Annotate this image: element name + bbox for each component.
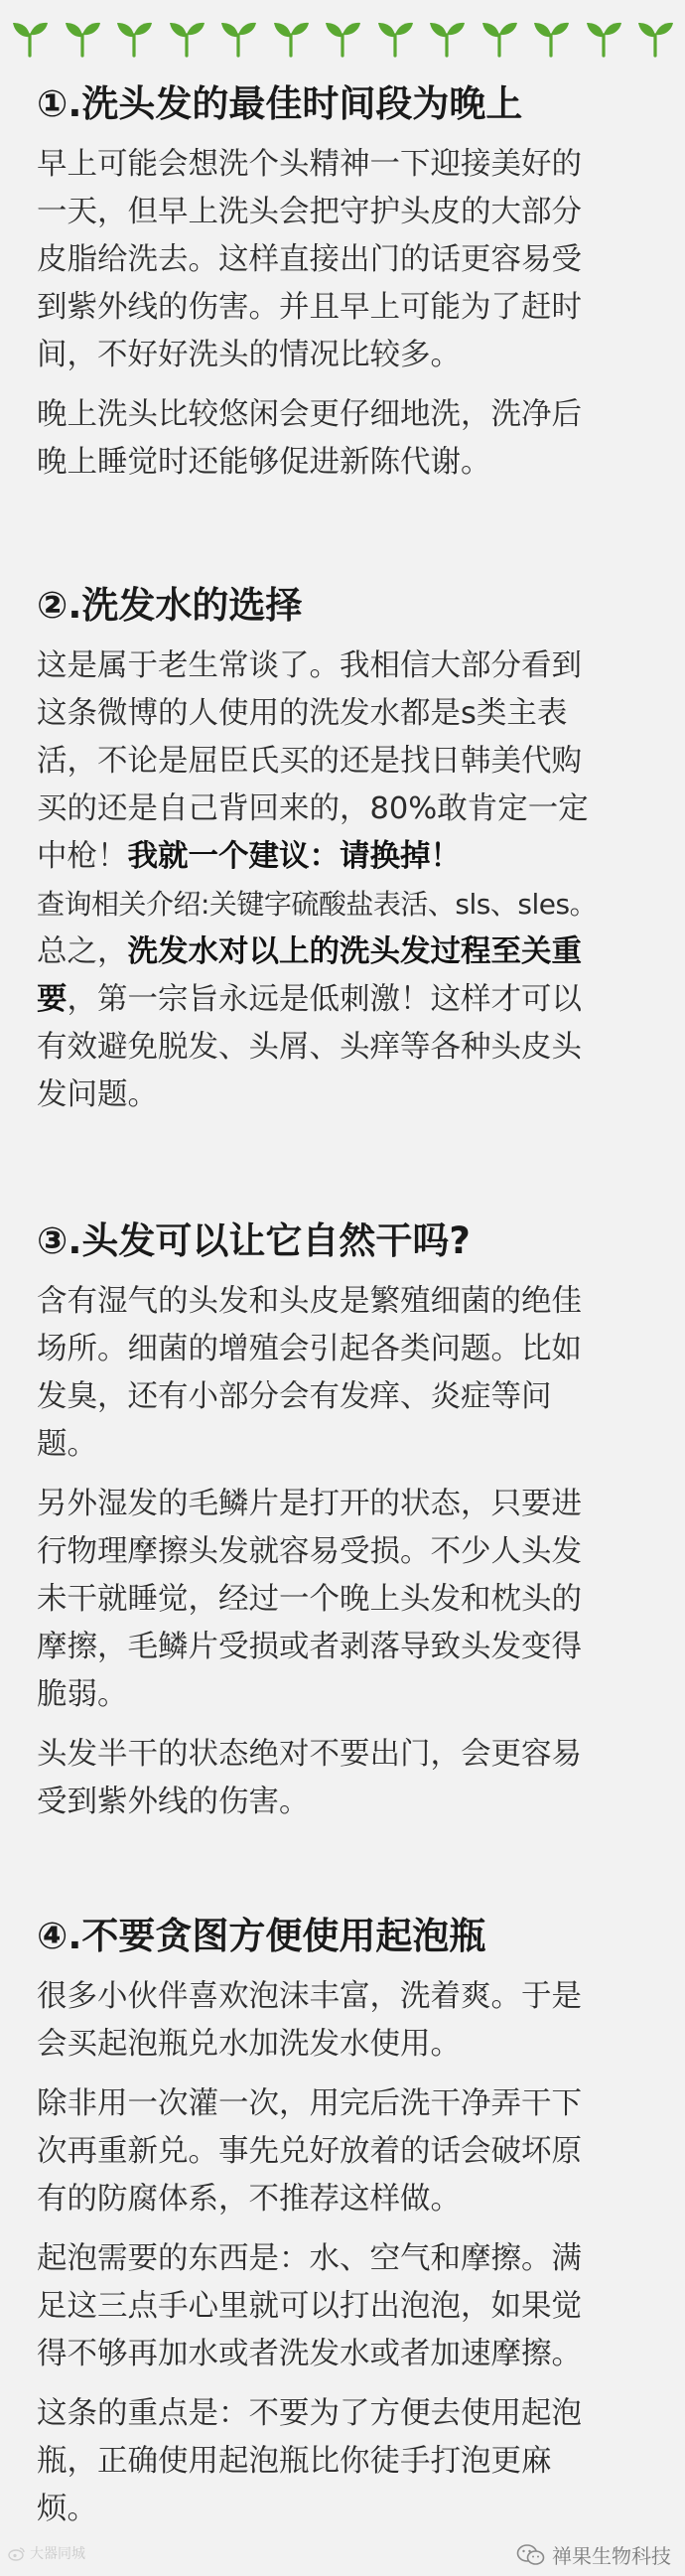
text-line: 脆弱。 bbox=[37, 1677, 128, 1712]
sprout-icon bbox=[427, 18, 467, 58]
section-3 bbox=[37, 1216, 657, 1838]
text-line: 场所。细菌的增殖会引起各类问题。比如 bbox=[37, 1332, 582, 1366]
text-line: 行物理摩擦头发就容易受损。不少人头发 bbox=[37, 1534, 582, 1569]
text-line: 晚上睡觉时还能够促进新陈代谢。 bbox=[37, 445, 491, 480]
emphasis-text: 要 bbox=[37, 982, 68, 1017]
text-fragment: 中枪！ bbox=[37, 839, 128, 874]
section-4 bbox=[37, 1912, 657, 2545]
text-line: 晚上洗头比较悠闲会更仔细地洗，洗净后 bbox=[37, 397, 582, 432]
wechat-icon bbox=[516, 2543, 546, 2567]
paragraph bbox=[37, 881, 657, 1119]
section-heading: ②.洗发水的选择 bbox=[37, 584, 303, 627]
text-line: 这条微博的人使用的洗发水都是s类主表 bbox=[37, 696, 568, 731]
section-2 bbox=[37, 581, 657, 1131]
text-line: 有的防腐体系，不推荐这样做。 bbox=[37, 2182, 461, 2217]
source-watermark bbox=[8, 2543, 85, 2563]
sprout-icon bbox=[531, 18, 571, 58]
text-line: 皮脂给洗去。这样直接出门的话更容易受 bbox=[37, 242, 582, 277]
sprout-icon bbox=[218, 18, 258, 58]
text-line bbox=[37, 833, 657, 881]
sprout-icon bbox=[480, 18, 519, 58]
text-line: 活，不论是屈臣氏买的还是找日韩美代购 bbox=[37, 744, 582, 779]
text-line bbox=[37, 929, 657, 976]
text-line: 题。 bbox=[37, 1427, 97, 1462]
text-line: 这是属于老生常谈了。我相信大部分看到 bbox=[37, 648, 582, 683]
text-line: 次再重新兑。事先兑好放着的话会破坏原 bbox=[37, 2134, 582, 2169]
text-line: 未干就睡觉，经过一个晚上头发和枕头的 bbox=[37, 1582, 582, 1617]
sprout-icon bbox=[323, 18, 362, 58]
text-line: 含有湿气的头发和头皮是繁殖细菌的绝佳 bbox=[37, 1284, 582, 1319]
account-watermark-text: 禅果生物科技 bbox=[552, 2544, 671, 2568]
text-line: 除非用一次灌一次，用完后洗干净弄干下 bbox=[37, 2086, 582, 2121]
text-line: 烦。 bbox=[37, 2492, 97, 2526]
paragraph bbox=[37, 391, 657, 487]
section-1 bbox=[37, 79, 657, 499]
section-heading: ①.洗头发的最佳时间段为晚上 bbox=[37, 82, 523, 125]
paragraph bbox=[37, 2080, 657, 2223]
paragraph bbox=[37, 1481, 657, 1719]
sprout-icon bbox=[375, 18, 415, 58]
paragraph bbox=[37, 1278, 657, 1469]
sprout-divider bbox=[10, 18, 675, 58]
section-heading: ④.不要贪图方便使用起泡瓶 bbox=[37, 1915, 486, 1957]
paragraph bbox=[37, 141, 657, 379]
sprout-icon bbox=[271, 18, 311, 58]
text-line: 头发半干的状态绝对不要出门，会更容易 bbox=[37, 1737, 582, 1772]
text-line: 发臭，还有小部分会有发痒、炎症等问 bbox=[37, 1379, 552, 1414]
emphasis-text: 我就一个建议：请换掉！ bbox=[127, 839, 461, 874]
text-line: 早上可能会想洗个头精神一下迎接美好的 bbox=[37, 147, 582, 182]
text-line: 得不够再加水或者洗发水或者加速摩擦。 bbox=[37, 2337, 582, 2371]
weibo-icon bbox=[8, 2546, 26, 2561]
paragraph bbox=[37, 1731, 657, 1826]
text-line: 查询相关介绍:关键字硫酸盐表活、sls、sles。 bbox=[37, 888, 598, 921]
emphasis-text: 洗发水对以上的洗头发过程至关重 bbox=[127, 934, 582, 969]
paragraph bbox=[37, 2235, 657, 2378]
paragraph bbox=[37, 1973, 657, 2069]
text-line: 另外湿发的毛鳞片是打开的状态，只要进 bbox=[37, 1487, 582, 1521]
section-heading: ③.头发可以让它自然干吗? bbox=[37, 1219, 471, 1262]
text-line: 有效避免脱发、头屑、头痒等各种头皮头 bbox=[37, 1030, 582, 1065]
text-line: 这条的重点是：不要为了方便去使用起泡 bbox=[37, 2396, 582, 2431]
text-line: 买的还是自己背回来的，80%敢肯定一定 bbox=[37, 791, 589, 826]
text-fragment: ，第一宗旨永远是低刺激！这样才可以 bbox=[67, 982, 582, 1017]
text-line: 到紫外线的伤害。并且早上可能为了赶时 bbox=[37, 290, 582, 325]
sprout-icon bbox=[63, 18, 102, 58]
text-line: 瓶，正确使用起泡瓶比你徒手打泡更麻 bbox=[37, 2444, 552, 2479]
text-line: 很多小伙伴喜欢泡沫丰富，洗着爽。于是 bbox=[37, 1979, 582, 2014]
account-watermark bbox=[516, 2540, 671, 2569]
sprout-icon bbox=[167, 18, 206, 58]
sprout-icon bbox=[635, 18, 675, 58]
text-line: 受到紫外线的伤害。 bbox=[37, 1785, 310, 1819]
paragraph bbox=[37, 2390, 657, 2533]
paragraph bbox=[37, 643, 657, 881]
text-line: 摩擦，毛鳞片受损或者剥落导致头发变得 bbox=[37, 1630, 582, 1664]
text-fragment: 总之， bbox=[37, 934, 128, 969]
text-line bbox=[37, 976, 657, 1024]
sprout-icon bbox=[10, 18, 50, 58]
source-watermark-text: 大器同城 bbox=[30, 2546, 85, 2562]
sprout-icon bbox=[584, 18, 623, 58]
text-line: 一天，但早上洗头会把守护头皮的大部分 bbox=[37, 195, 582, 229]
text-line: 足这三点手心里就可以打出泡泡，如果觉 bbox=[37, 2289, 582, 2324]
text-line: 起泡需要的东西是：水、空气和摩擦。满 bbox=[37, 2241, 582, 2276]
text-line: 发问题。 bbox=[37, 1077, 158, 1112]
sprout-icon bbox=[114, 18, 154, 58]
text-line: 间，不好好洗头的情况比较多。 bbox=[37, 338, 461, 372]
text-line: 会买起泡瓶兑水加洗发水使用。 bbox=[37, 2027, 461, 2062]
